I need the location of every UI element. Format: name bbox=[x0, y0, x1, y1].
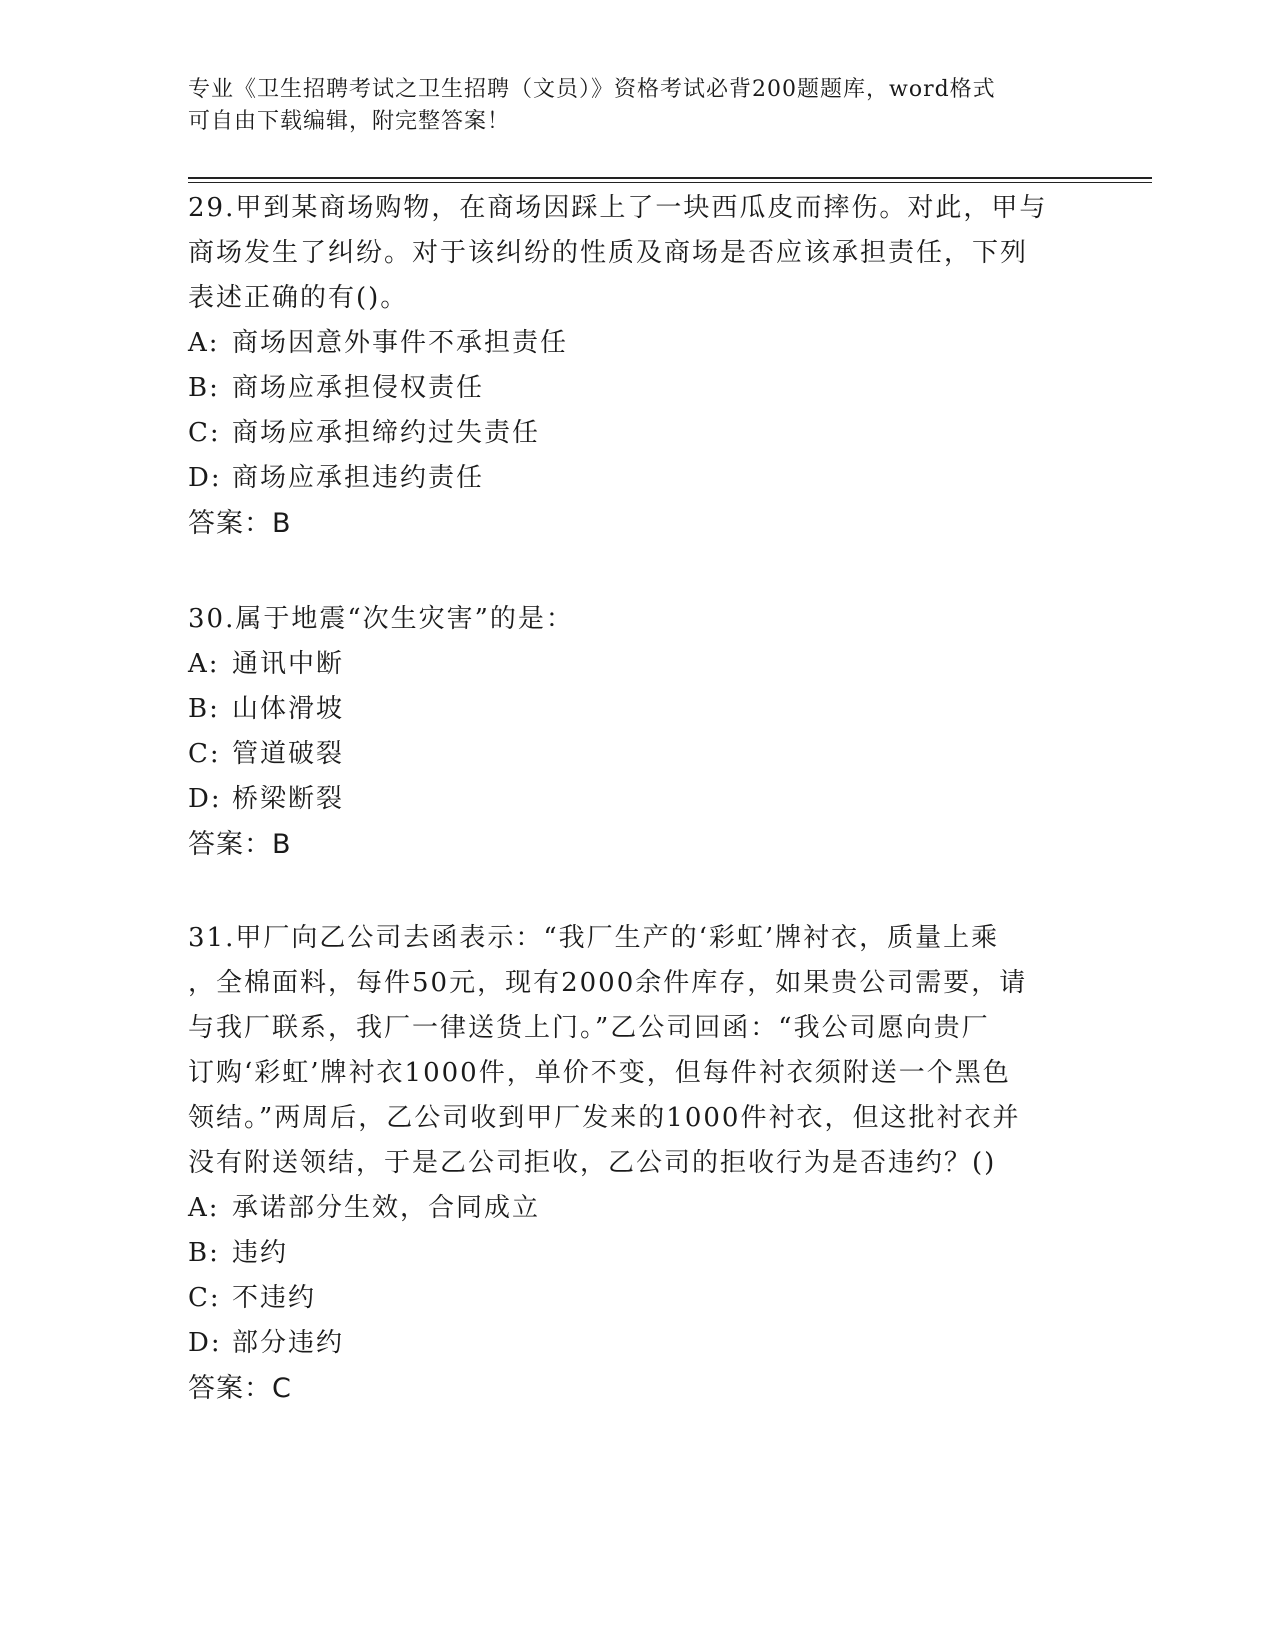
option-c bbox=[188, 732, 1088, 777]
option-b bbox=[188, 687, 1088, 732]
option-key: A: bbox=[188, 328, 220, 358]
option-d bbox=[188, 777, 1088, 822]
option-text: 违约 bbox=[232, 1238, 289, 1268]
question-stem-line: 没有附送领结，于是乙公司拒收，乙公司的拒收行为是否违约？() bbox=[188, 1148, 997, 1178]
question-stem-line: 表述正确的有()。 bbox=[188, 283, 409, 313]
option-text: 通讯中断 bbox=[232, 649, 345, 679]
option-a bbox=[188, 642, 1088, 687]
option-a bbox=[188, 1186, 1088, 1231]
option-text: 不违约 bbox=[232, 1283, 317, 1313]
question-stem-line: 领结。”两周后，乙公司收到甲厂发来的1000件衬衣，但这批衬衣并 bbox=[188, 1103, 1021, 1133]
question-stem-line: 商场发生了纠纷。对于该纠纷的性质及商场是否应该承担责任，下列 bbox=[188, 238, 1029, 268]
document-header bbox=[188, 74, 1088, 138]
option-text: 商场应承担缔约过失责任 bbox=[232, 418, 541, 448]
option-key: B: bbox=[188, 373, 220, 403]
option-text: 承诺部分生效，合同成立 bbox=[232, 1193, 541, 1223]
question-stem-line: ，全棉面料，每件50元，现有2000余件库存，如果贵公司需要，请 bbox=[188, 968, 1028, 998]
option-key: D: bbox=[188, 784, 222, 814]
question-stem-line: 29.甲到某商场购物，在商场因踩上了一块西瓜皮而摔伤。对此，甲与 bbox=[188, 193, 1048, 223]
option-d bbox=[188, 1321, 1088, 1366]
header-divider bbox=[188, 177, 1152, 179]
answer-line: 答案：B bbox=[188, 508, 292, 539]
option-c bbox=[188, 1276, 1088, 1321]
question-stem-line: 与我厂联系，我厂一律送货上门。”乙公司回函：“我公司愿向贵厂 bbox=[188, 1013, 990, 1043]
option-key: B: bbox=[188, 1238, 220, 1268]
option-key: A: bbox=[188, 649, 220, 679]
option-a bbox=[188, 321, 1088, 366]
option-key: D: bbox=[188, 463, 222, 493]
answer-line: 答案：B bbox=[188, 829, 292, 860]
option-text: 商场因意外事件不承担责任 bbox=[232, 328, 569, 358]
option-key: C: bbox=[188, 418, 221, 448]
option-c bbox=[188, 411, 1088, 456]
question-stem-line: 订购‘彩虹’牌衬衣1000件，单价不变，但每件衬衣须附送一个黑色 bbox=[188, 1058, 1011, 1088]
option-text: 商场应承担违约责任 bbox=[232, 463, 485, 493]
option-text: 山体滑坡 bbox=[232, 694, 345, 724]
question-stem-line: 31.甲厂向乙公司去函表示：“我厂生产的‘彩虹’牌衬衣，质量上乘 bbox=[188, 923, 1000, 953]
option-key: D: bbox=[188, 1328, 222, 1358]
option-key: C: bbox=[188, 1283, 221, 1313]
option-text: 部分违约 bbox=[232, 1328, 345, 1358]
option-key: B: bbox=[188, 694, 220, 724]
option-key: A: bbox=[188, 1193, 220, 1223]
option-key: C: bbox=[188, 739, 221, 769]
header-line-1: 专业《卫生招聘考试之卫生招聘（文员）》资格考试必背200题题库，word格式 bbox=[188, 77, 996, 102]
answer-line: 答案：C bbox=[188, 1373, 292, 1404]
question-stem-line: 30.属于地震“次生灾害”的是： bbox=[188, 604, 574, 634]
option-text: 桥梁断裂 bbox=[232, 784, 345, 814]
question-31 bbox=[188, 916, 1088, 1411]
option-b bbox=[188, 366, 1088, 411]
question-30 bbox=[188, 597, 1088, 867]
option-text: 商场应承担侵权责任 bbox=[232, 373, 485, 403]
question-29 bbox=[188, 186, 1088, 546]
header-line-2: 可自由下载编辑，附完整答案！ bbox=[188, 109, 511, 134]
header-divider-thin bbox=[188, 182, 1152, 183]
option-b bbox=[188, 1231, 1088, 1276]
option-text: 管道破裂 bbox=[232, 739, 345, 769]
option-d bbox=[188, 456, 1088, 501]
